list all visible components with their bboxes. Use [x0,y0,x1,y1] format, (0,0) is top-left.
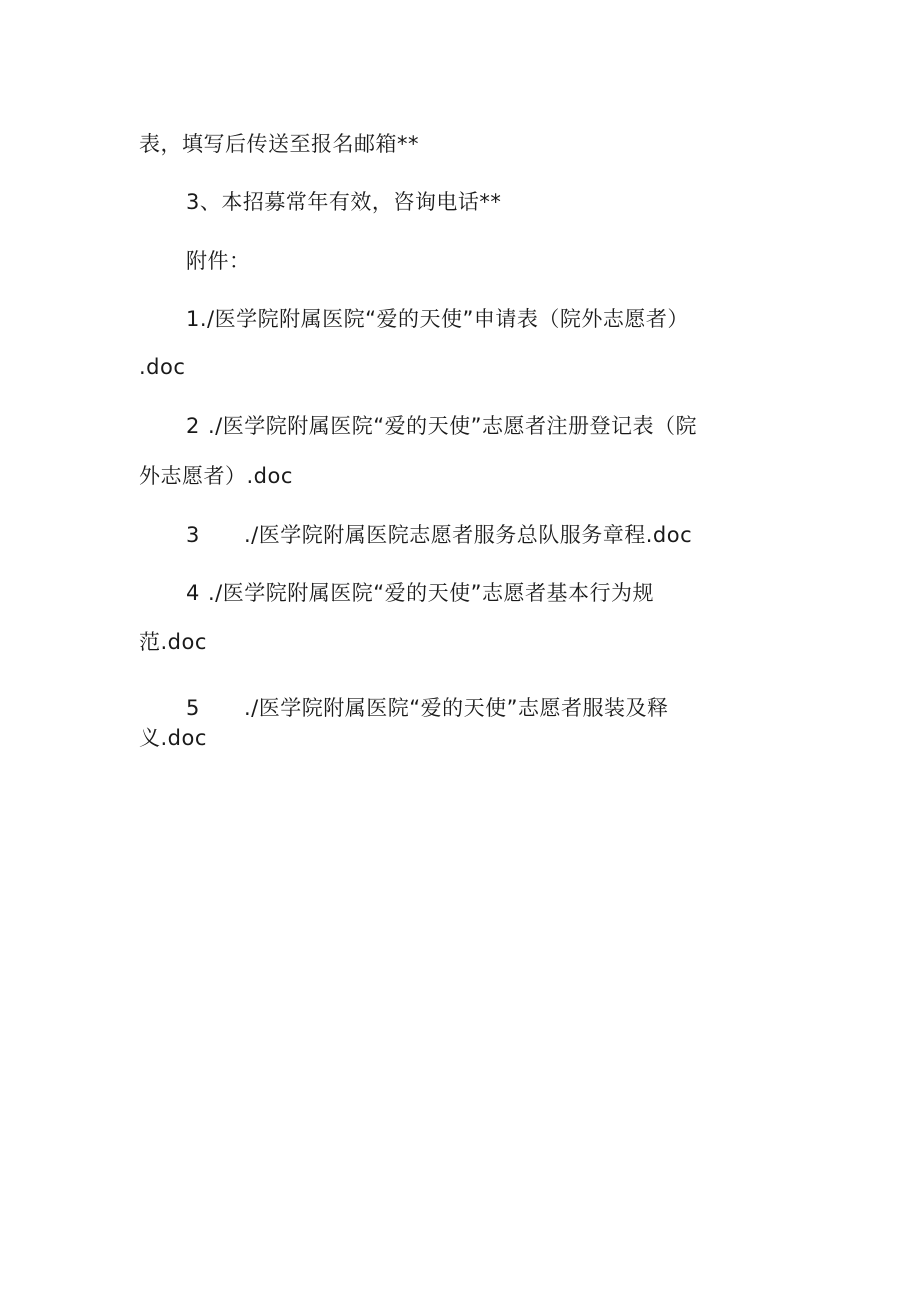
attachment-text: ./医学院附属医院“爱的天使”志愿者服装及释 [244,696,669,720]
paragraph-continuation: 表，填写后传送至报名邮箱** [139,132,419,156]
attachment-item-1-continued: .doc [139,355,186,379]
attachment-number: 5 [186,696,200,720]
attachment-item-1 [186,306,689,332]
attachment-number: 4 [186,581,200,605]
attachments-heading: 附件： [186,249,251,273]
attachment-text: ./医学院附属医院“爱的天使”志愿者基本行为规 [208,581,655,605]
attachment-number: 1. [186,307,208,331]
paragraph-recruitment-note: 3、本招募常年有效，咨询电话** [186,190,502,214]
attachment-item-2-continued: 外志愿者）.doc [139,464,293,488]
attachment-item-3 [186,522,692,548]
attachment-item-4-continued: 范.doc [139,630,207,654]
attachment-item-4 [186,580,654,606]
attachment-item-2 [186,413,697,439]
attachment-number: 3 [186,523,200,547]
attachment-text: /医学院附属医院“爱的天使”申请表（院外志愿者） [207,307,689,331]
attachment-text: ./医学院附属医院志愿者服务总队服务章程.doc [244,523,693,547]
attachment-item-5-continued: 义.doc [139,726,207,750]
attachment-number: 2 [186,414,200,438]
attachment-text: ./医学院附属医院“爱的天使”志愿者注册登记表（院 [208,414,698,438]
attachment-item-5 [186,695,669,721]
